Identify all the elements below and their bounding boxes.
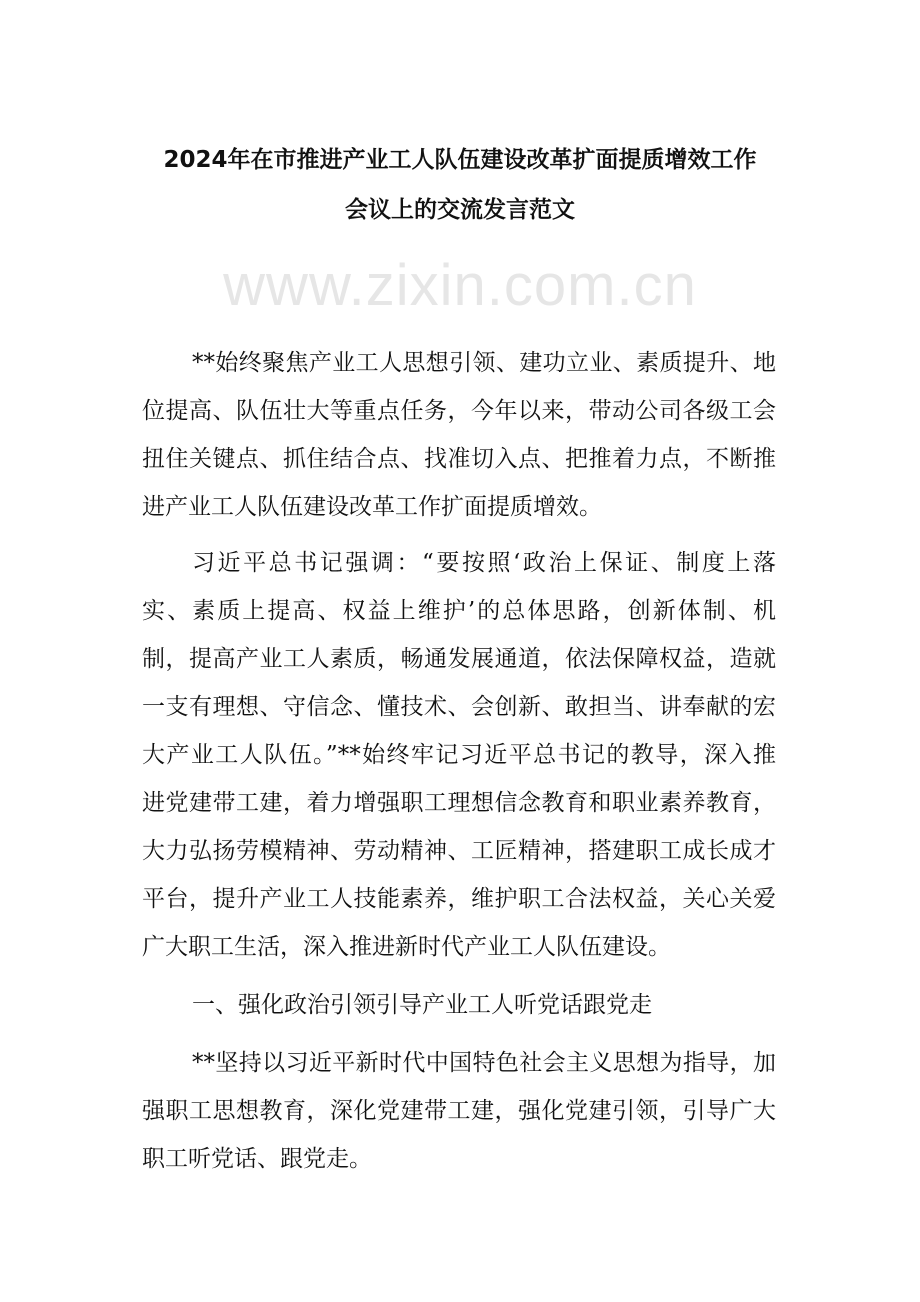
text-line: 强职工思想教育，深化党建带工建，强化党建引领，引导广大	[142, 1098, 776, 1124]
section-heading-1	[142, 981, 776, 1029]
document-title-line-2: 会议上的交流发言范文	[345, 197, 575, 223]
text-line: 平台，提升产业工人技能素养，维护职工合法权益，关心关爱	[142, 886, 776, 912]
text-line: 进产业工人队伍建设改革工作扩面提质增效。	[142, 494, 602, 520]
text-line: **始终聚焦产业工人思想引领、建功立业、素质提升、地	[192, 350, 776, 376]
text-line: 进党建带工建，着力增强职工理想信念教育和职业素养教育，	[142, 790, 776, 816]
text-line: 扭住关键点、抓住结合点、找准切入点、把推着力点，不断推	[142, 446, 776, 472]
text-line: 职工听党话、跟党走。	[142, 1146, 372, 1172]
watermark: www.zixin.com.cn	[223, 253, 697, 318]
paragraph-3	[142, 1039, 776, 1183]
text-line: 习近平总书记强调：“要按照‘政治上保证、制度上落	[192, 550, 776, 576]
text-line: 大产业工人队伍。”**始终牢记习近平总书记的教导，深入推	[142, 742, 776, 768]
text-line: 一支有理想、守信念、懂技术、会创新、敢担当、讲奉献的宏	[142, 694, 776, 720]
text-line: 大力弘扬劳模精神、劳动精神、工匠精神，搭建职工成长成才	[142, 838, 776, 864]
paragraph-2	[142, 539, 776, 971]
paragraph-1	[142, 339, 776, 531]
text-line: 制，提高产业工人素质，畅通发展通道，依法保障权益，造就	[142, 646, 776, 672]
section-heading-text: 一、强化政治引领引导产业工人听党话跟党走	[192, 992, 652, 1018]
text-line: 广大职工生活，深入推进新时代产业工人队伍建设。	[142, 934, 671, 960]
text-line: **坚持以习近平新时代中国特色社会主义思想为指导，加	[192, 1050, 776, 1076]
text-line: 位提高、队伍壮大等重点任务，今年以来，带动公司各级工会	[142, 398, 776, 424]
text-line: 实、素质上提高、权益上维护’的总体思路，创新体制、机	[142, 598, 776, 624]
document-title-line-1: 2024年在市推进产业工人队伍建设改革扩面提质增效工作	[163, 147, 757, 173]
